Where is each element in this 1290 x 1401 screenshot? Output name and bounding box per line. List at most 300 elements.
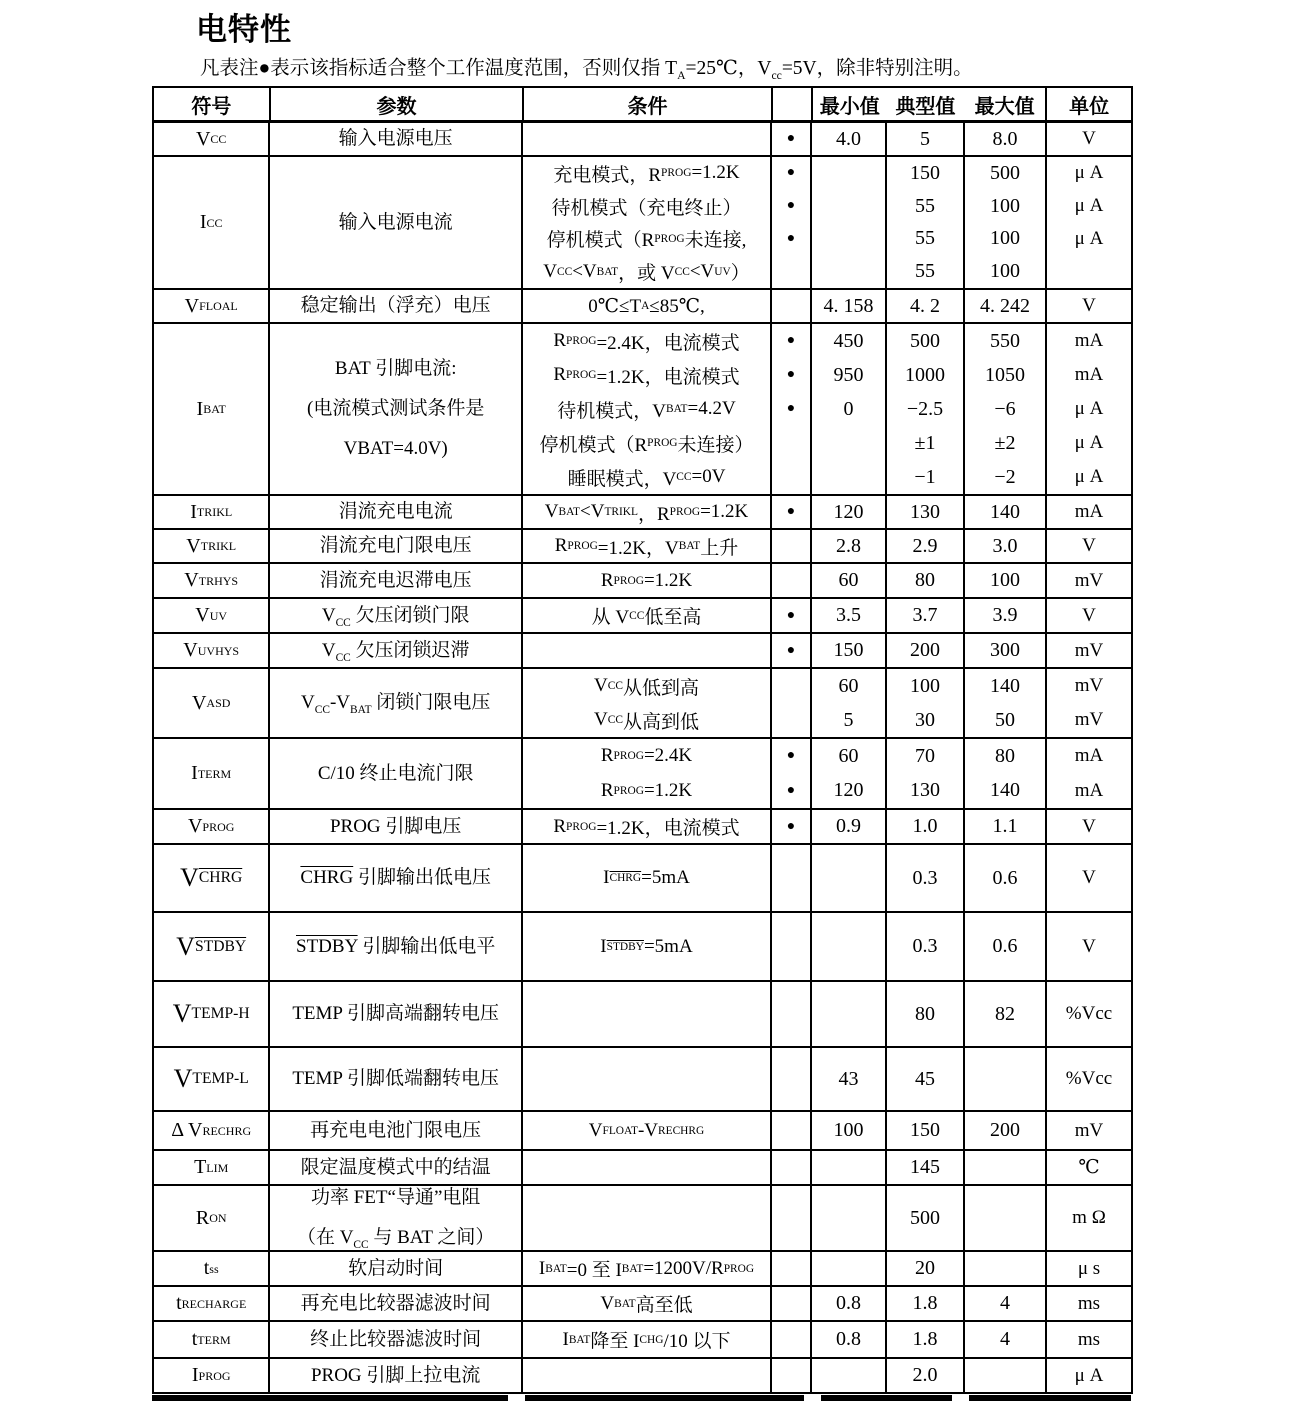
subrows (521, 982, 1131, 1046)
border-segment (821, 1395, 952, 1401)
subrows (521, 739, 1131, 808)
condition-cell (521, 1151, 770, 1184)
table-row (154, 324, 1131, 496)
bullet-cell (770, 290, 810, 322)
unit-cell: mV (1045, 703, 1131, 737)
table-row (154, 530, 1131, 564)
typ-cell: 20 (885, 1252, 963, 1285)
bullet-cell (770, 564, 810, 597)
table-row (154, 1151, 1131, 1186)
subrow (521, 290, 1131, 322)
bullet-cell (770, 530, 810, 562)
subrow (521, 774, 1131, 809)
symbol-cell: t RECHARGE (176, 1292, 247, 1314)
subrow (521, 392, 1131, 426)
symbol-cell: V STDBY (176, 931, 247, 961)
bullet-cell (770, 1359, 810, 1392)
param-cell: C/10 终止电流门限 (268, 739, 521, 808)
min-cell: 60 (810, 669, 885, 703)
typ-cell: −2.5 (885, 392, 963, 426)
bullet-cell (770, 1322, 810, 1357)
symbol-cell: I PROG (191, 1364, 231, 1386)
table-row (154, 1252, 1131, 1287)
max-cell (963, 1359, 1045, 1392)
unit-cell: μ A (1045, 392, 1131, 426)
bullet-cell (770, 1186, 810, 1250)
subrow (521, 913, 1131, 980)
condition-cell: V CC <V BAT ，或 V CC <V UV ） (521, 255, 770, 288)
bullet-icon: ● (770, 810, 810, 843)
max-cell: 8.0 (963, 123, 1045, 155)
condition-cell (521, 982, 770, 1046)
table-row (154, 599, 1131, 634)
condition-cell: R PROG =1.2K (521, 774, 770, 809)
subrow (521, 634, 1131, 667)
max-cell: 100 (963, 564, 1045, 597)
param-cell: 涓流充电迟滞电压 (268, 564, 521, 597)
condition-cell: 待机模式（充电终止） (521, 190, 770, 223)
condition-cell: I STDBY =5mA (521, 913, 770, 980)
condition-cell: R PROG =2.4K (521, 739, 770, 774)
typ-cell: 100 (885, 669, 963, 703)
bullet-icon: ● (770, 496, 810, 528)
max-cell: 3.9 (963, 599, 1045, 632)
note-text: 凡表注●表示该指标适合整个工作温度范围，否则仅指 $T_A=25℃$，$V_{cc}=5V$，除非特别注明。 (200, 58, 973, 82)
min-cell: 150 (810, 634, 885, 667)
unit-cell: mA (1045, 774, 1131, 809)
max-cell: 80 (963, 739, 1045, 774)
subrows (521, 913, 1131, 980)
subrow (521, 123, 1131, 155)
electrical-characteristics-table (152, 86, 1133, 1394)
table-row (154, 123, 1131, 157)
header-min-typ-max (811, 88, 1046, 120)
subrows (521, 1048, 1131, 1110)
table-row (154, 810, 1131, 845)
subrow (521, 223, 1131, 256)
subrows (521, 634, 1131, 667)
typ-cell: 4. 2 (885, 290, 963, 322)
max-cell: 1.1 (963, 810, 1045, 843)
min-cell: 4.0 (810, 123, 885, 155)
bullet-icon: ● (770, 324, 810, 358)
max-cell (963, 1048, 1045, 1110)
bullet-cell (770, 426, 810, 460)
subrow (521, 1252, 1131, 1285)
param-cell: 输入电源电压 (268, 123, 521, 155)
unit-cell: mA (1045, 358, 1131, 392)
typ-cell: 150 (885, 1112, 963, 1149)
typ-cell: 130 (885, 774, 963, 809)
max-cell: 200 (963, 1112, 1045, 1149)
bullet-cell (770, 1252, 810, 1285)
condition-cell (521, 634, 770, 667)
max-cell: 100 (963, 190, 1045, 223)
min-cell (810, 255, 885, 288)
subrows (521, 496, 1131, 528)
min-cell: 60 (810, 739, 885, 774)
min-cell (810, 982, 885, 1046)
param-cell: 终止比较器滤波时间 (268, 1322, 521, 1357)
unit-cell: μ A (1045, 426, 1131, 460)
symbol-cell: V TRIKL (186, 534, 237, 557)
bullet-cell (770, 913, 810, 980)
symbol-cell: V FLOAL (184, 294, 238, 317)
condition-cell (521, 123, 770, 155)
condition-cell: V BAT <V TRIKL ，R PROG =1.2K (521, 496, 770, 528)
param-cell: $V_{CC}$ 欠压闭锁门限 (268, 599, 521, 632)
condition-cell: R PROG =1.2K (521, 564, 770, 597)
header-param: 参数 (269, 88, 522, 120)
table-row (154, 634, 1131, 669)
symbol-cell: Δ V RECHRG (171, 1119, 252, 1141)
typ-cell: 45 (885, 1048, 963, 1110)
param-cell: 限定温度模式中的结温 (268, 1151, 521, 1184)
subrow (521, 1322, 1131, 1357)
bullet-icon: ● (770, 774, 810, 809)
max-cell (963, 1151, 1045, 1184)
max-cell (963, 1252, 1045, 1285)
min-cell: 120 (810, 496, 885, 528)
symbol-cell: V CC (195, 127, 227, 150)
max-cell: 4. 242 (963, 290, 1045, 322)
min-cell: 5 (810, 703, 885, 737)
header-typ: 典型值 (895, 95, 956, 118)
unit-cell: μ A (1045, 460, 1131, 494)
bullet-icon: ● (770, 123, 810, 155)
typ-cell: 1000 (885, 358, 963, 392)
table-row (154, 1048, 1131, 1112)
unit-cell: ms (1045, 1322, 1131, 1357)
page-title: 电特性 (196, 12, 292, 47)
subrows (521, 157, 1131, 288)
subrow (521, 669, 1131, 703)
symbol-cell: V PROG (187, 815, 235, 837)
typ-cell: 1.0 (885, 810, 963, 843)
bullet-cell (770, 982, 810, 1046)
min-cell: 100 (810, 1112, 885, 1149)
bullet-icon: ● (770, 190, 810, 223)
param-cell: 涓流充电电流 (268, 496, 521, 528)
subrows (521, 1359, 1131, 1392)
bullet-icon: ● (770, 634, 810, 667)
param-cell: $V_{CC}$ 欠压闭锁迟滞 (268, 634, 521, 667)
typ-cell: ±1 (885, 426, 963, 460)
max-cell: 0.6 (963, 845, 1045, 911)
typ-cell: 500 (885, 324, 963, 358)
param-cell: $V_{CC}-V_{BAT}$ 闭锁门限电压 (268, 669, 521, 737)
subrow (521, 496, 1131, 528)
condition-cell: V BAT 高至低 (521, 1287, 770, 1320)
subrow (521, 190, 1131, 223)
subrows (521, 530, 1131, 562)
subrow (521, 1186, 1131, 1250)
bullet-cell (770, 1287, 810, 1320)
subrows (521, 1252, 1131, 1285)
bullet-icon: ● (770, 358, 810, 392)
symbol-cell: V ASD (191, 691, 231, 714)
header-unit: 单位 (1045, 88, 1131, 120)
table-row (154, 1322, 1131, 1359)
typ-cell: 80 (885, 564, 963, 597)
min-cell: 43 (810, 1048, 885, 1110)
subrows (521, 845, 1131, 911)
typ-cell: 145 (885, 1151, 963, 1184)
table-row (154, 913, 1131, 982)
param-cell: PROG 引脚电压 (268, 810, 521, 843)
min-cell: 950 (810, 358, 885, 392)
symbol-cell: V TRHYS (184, 569, 239, 591)
max-cell: 4 (963, 1322, 1045, 1357)
unit-cell: mV (1045, 564, 1131, 597)
max-cell: 500 (963, 157, 1045, 190)
table-row (154, 564, 1131, 599)
border-segment (152, 1395, 508, 1401)
typ-cell: 3.7 (885, 599, 963, 632)
min-cell (810, 1359, 885, 1392)
condition-cell: I BAT =0 至 I BAT =1200V/R PROG (521, 1252, 770, 1285)
bullet-cell (770, 845, 810, 911)
max-cell: −6 (963, 392, 1045, 426)
subrows (521, 564, 1131, 597)
typ-cell: −1 (885, 460, 963, 494)
subrows (521, 1322, 1131, 1357)
min-cell: 0.8 (810, 1322, 885, 1357)
condition-cell (521, 1048, 770, 1110)
typ-cell: 55 (885, 223, 963, 256)
subrow (521, 810, 1131, 843)
max-cell: 3.0 (963, 530, 1045, 562)
min-cell: 4. 158 (810, 290, 885, 322)
subrow (521, 324, 1131, 358)
condition-cell (521, 1359, 770, 1392)
bullet-icon: ● (770, 392, 810, 426)
max-cell: 550 (963, 324, 1045, 358)
condition-cell (521, 1186, 770, 1250)
typ-cell: 30 (885, 703, 963, 737)
unit-cell: V (1045, 845, 1131, 911)
unit-cell: V (1045, 599, 1131, 632)
typ-cell: 55 (885, 255, 963, 288)
min-cell (810, 845, 885, 911)
max-cell: 4 (963, 1287, 1045, 1320)
table-row (154, 496, 1131, 530)
bullet-icon: ● (770, 157, 810, 190)
symbol-cell: t TERM (191, 1328, 231, 1350)
unit-cell: %Vcc (1045, 1048, 1131, 1110)
unit-cell: ℃ (1045, 1151, 1131, 1184)
table-row (154, 1359, 1131, 1392)
typ-cell: 150 (885, 157, 963, 190)
condition-cell: 睡眠模式，V CC =0V (521, 460, 770, 494)
bullet-cell (770, 460, 810, 494)
unit-cell: V (1045, 810, 1131, 843)
symbol-cell: V TEMP-L (173, 1064, 249, 1093)
header-symbol: 符号 (191, 95, 232, 118)
table-row (154, 290, 1131, 324)
subrow (521, 739, 1131, 774)
min-cell (810, 913, 885, 980)
table-body (154, 123, 1131, 1392)
condition-cell: 停机模式（R PROG 未连接, (521, 223, 770, 256)
header-bullet-column (771, 88, 811, 120)
table-row (154, 669, 1131, 739)
subrows (521, 810, 1131, 843)
min-cell (810, 223, 885, 256)
unit-cell: μ A (1045, 190, 1131, 223)
typ-cell: 2.0 (885, 1359, 963, 1392)
unit-cell: V (1045, 123, 1131, 155)
param-cell: 功率 FET“导通”电阻 （在 $V_{CC}$ 与 BAT 之间） (268, 1186, 521, 1250)
typ-cell: 0.3 (885, 845, 963, 911)
subrow (521, 845, 1131, 911)
condition-cell: V FLOAT -V RECHRG (521, 1112, 770, 1149)
subrows (521, 290, 1131, 322)
subrow (521, 358, 1131, 392)
max-cell (963, 1186, 1045, 1250)
symbol-cell: R ON (195, 1206, 227, 1229)
header-min: 最小值 (819, 95, 880, 118)
bullet-cell (770, 255, 810, 288)
symbol-cell: I TRIKL (190, 500, 233, 523)
min-cell: 0.9 (810, 810, 885, 843)
param-cell: 输入电源电流 (268, 157, 521, 288)
subrows (521, 324, 1131, 494)
min-cell: 2.8 (810, 530, 885, 562)
table-header-row (154, 88, 1131, 123)
symbol-cell: I BAT (196, 397, 226, 420)
param-cell: 涓流充电门限电压 (268, 530, 521, 562)
subrow (521, 255, 1131, 288)
bullet-icon: ● (770, 599, 810, 632)
bullet-icon: ● (770, 739, 810, 774)
condition-cell: I CHRG =5mA (521, 845, 770, 911)
min-cell (810, 1151, 885, 1184)
min-cell: 120 (810, 774, 885, 809)
symbol-cell: I TERM (191, 762, 232, 784)
table-row (154, 1287, 1131, 1322)
bullet-cell (770, 1048, 810, 1110)
unit-cell: V (1045, 290, 1131, 322)
unit-cell: mA (1045, 739, 1131, 774)
subrow (521, 599, 1131, 632)
min-cell: 3.5 (810, 599, 885, 632)
condition-cell: 从 V CC 低至高 (521, 599, 770, 632)
condition-cell: R PROG =1.2K，V BAT 上升 (521, 530, 770, 562)
header-condition: 条件 (522, 88, 770, 120)
param-cell: TEMP 引脚低端翻转电压 (268, 1048, 521, 1110)
unit-cell: ms (1045, 1287, 1131, 1320)
typ-cell: 0.3 (885, 913, 963, 980)
unit-cell: mA (1045, 324, 1131, 358)
table-row (154, 1186, 1131, 1252)
symbol-cell: V UVHYS (183, 639, 240, 661)
condition-cell: V CC 从低到高 (521, 669, 770, 703)
unit-cell: μ A (1045, 1359, 1131, 1392)
param-cell: 再充电电池门限电压 (268, 1112, 521, 1149)
max-cell: −2 (963, 460, 1045, 494)
table-row (154, 1112, 1131, 1151)
unit-cell: mA (1045, 496, 1131, 528)
symbol-cell: V TEMP-H (172, 999, 250, 1028)
max-cell: 82 (963, 982, 1045, 1046)
min-cell: 0 (810, 392, 885, 426)
param-cell: CHRG 引脚输出低电压 (268, 845, 521, 911)
max-cell: 0.6 (963, 913, 1045, 980)
max-cell: ±2 (963, 426, 1045, 460)
param-cell: BAT 引脚电流: (电流模式测试条件是 VBAT=4.0V) (268, 324, 521, 494)
unit-cell: V (1045, 530, 1131, 562)
table-row (154, 739, 1131, 810)
border-segment (969, 1395, 1131, 1401)
bullet-cell (770, 703, 810, 737)
typ-cell: 1.8 (885, 1287, 963, 1320)
next-table-border (152, 1395, 1133, 1401)
symbol-cell: V CHRG (180, 863, 243, 892)
subrow (521, 530, 1131, 562)
bullet-cell (770, 669, 810, 703)
max-cell: 140 (963, 669, 1045, 703)
min-cell (810, 1186, 885, 1250)
subrow (521, 982, 1131, 1046)
min-cell (810, 1252, 885, 1285)
subrows (521, 123, 1131, 155)
symbol-cell: V UV (195, 604, 228, 626)
param-cell: STDBY 引脚输出低电平 (268, 913, 521, 980)
unit-cell: V (1045, 913, 1131, 980)
param-cell: PROG 引脚上拉电流 (268, 1359, 521, 1392)
min-cell (810, 426, 885, 460)
condition-cell: R PROG =2.4K，电流模式 (521, 324, 770, 358)
typ-cell: 5 (885, 123, 963, 155)
subrow (521, 703, 1131, 737)
param-cell: 再充电比较器滤波时间 (268, 1287, 521, 1320)
typ-cell: 2.9 (885, 530, 963, 562)
header-max: 最大值 (974, 95, 1035, 118)
max-cell: 100 (963, 223, 1045, 256)
max-cell: 140 (963, 496, 1045, 528)
condition-cell: R PROG =1.2K，电流模式 (521, 358, 770, 392)
condition-cell: 待机模式，V BAT =4.2V (521, 392, 770, 426)
subrow (521, 1112, 1131, 1149)
bullet-cell (770, 1112, 810, 1149)
unit-cell (1045, 255, 1131, 288)
unit-cell: mV (1045, 634, 1131, 667)
symbol-cell: t ss (203, 1257, 219, 1279)
subrows (521, 599, 1131, 632)
unit-cell: μ s (1045, 1252, 1131, 1285)
min-cell (810, 157, 885, 190)
bullet-cell (770, 1151, 810, 1184)
typ-cell: 55 (885, 190, 963, 223)
condition-cell: R PROG =1.2K，电流模式 (521, 810, 770, 843)
param-cell: 软启动时间 (268, 1252, 521, 1285)
min-cell: 450 (810, 324, 885, 358)
typ-cell: 1.8 (885, 1322, 963, 1357)
bullet-icon: ● (770, 223, 810, 256)
max-cell: 140 (963, 774, 1045, 809)
unit-cell: mV (1045, 1112, 1131, 1149)
max-cell: 1050 (963, 358, 1045, 392)
unit-cell: μ A (1045, 157, 1131, 190)
typ-cell: 500 (885, 1186, 963, 1250)
subrow (521, 157, 1131, 190)
border-segment (525, 1395, 804, 1401)
unit-cell: m Ω (1045, 1186, 1131, 1250)
subrows (521, 1186, 1131, 1250)
min-cell (810, 190, 885, 223)
table-row (154, 982, 1131, 1048)
